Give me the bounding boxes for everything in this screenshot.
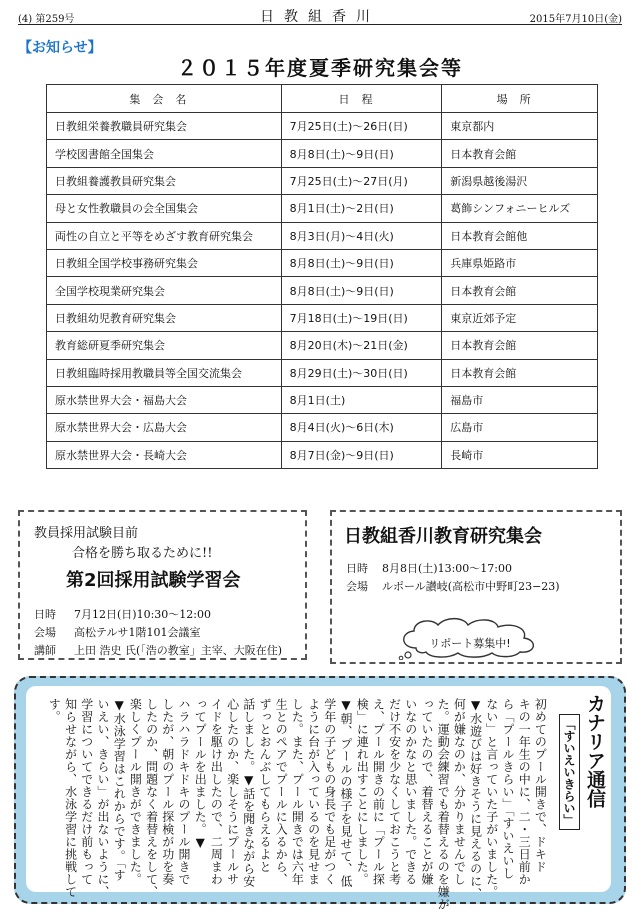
event-date: 8月1日(土) <box>281 386 442 413</box>
event-place: 日本教育会館 <box>442 332 598 359</box>
event-place: 長崎市 <box>442 441 598 468</box>
table-row <box>47 277 598 304</box>
column-text-line: キの一年生の中に、二・三日前か <box>517 698 532 886</box>
date-label: 日時 <box>346 562 368 575</box>
column-text-line: した。また、プール開きでは六年 <box>290 698 305 886</box>
event-place: 日本教育会館他 <box>442 222 598 249</box>
column-text-line: 初めてのプール開きで、ドキド <box>533 698 548 873</box>
event-date: 7月18日(土)〜19日(日) <box>281 304 442 331</box>
table-row <box>47 441 598 468</box>
event-date: 8月29日(土)〜30日(日) <box>281 359 442 386</box>
column-text-line: え、プール開きの前に「プール探 <box>371 698 386 886</box>
column-header-schedule: 日程 <box>281 85 442 113</box>
event-date: 8月4日(火)〜6日(木) <box>281 414 442 441</box>
event-name: 学校図書館全国集会 <box>47 140 282 167</box>
research-date-row <box>346 560 512 576</box>
study-place: 高松テルサ1階101会議室 <box>74 626 201 639</box>
column-text-line: 学年の子どもの身長でも足がつく <box>322 698 337 886</box>
column-text-line: ない」と言っていた子がいました。 <box>484 698 499 898</box>
research-date: 8月8日(土)13:00〜17:00 <box>382 562 512 575</box>
event-date: 8月3日(月)〜4日(火) <box>281 222 442 249</box>
column-text-line: ずっとおんぶしてもらえるよと <box>258 698 272 873</box>
column-text-line: す。 <box>47 698 62 723</box>
table-row <box>47 113 598 140</box>
event-date: 8月20日(木)〜21日(金) <box>281 332 442 359</box>
table-row <box>47 195 598 222</box>
study-date-row <box>34 606 211 622</box>
table-row <box>47 140 598 167</box>
research-place: ルポール讃岐(高松市中野町23−23) <box>382 580 560 593</box>
place-label: 会場 <box>34 626 56 639</box>
issue-date: 2015年7月10日(金) <box>529 14 622 25</box>
event-name: 日教組臨時採用教職員等全国交流集会 <box>47 359 282 386</box>
table-row <box>47 359 598 386</box>
event-name: 原水禁世界大会・長崎大会 <box>47 441 282 468</box>
research-place-row <box>346 578 560 594</box>
event-place: 日本教育会館 <box>442 140 598 167</box>
event-name: 日教組養護教員研究集会 <box>47 167 282 194</box>
column-text-line: ように台が入っているのを見せま <box>306 698 321 886</box>
event-date: 8月8日(土)〜9日(日) <box>281 249 442 276</box>
event-place: 広島市 <box>442 414 598 441</box>
column-text-line: ってプールを出ました。▼ <box>193 698 208 850</box>
issue-number: (4) 第259号 <box>18 14 75 25</box>
study-lecturer: 上田 浩史 氏(「浩の教室」主宰、大阪在住) <box>74 644 283 657</box>
study-intro-line2: 合格を勝ち取るために!! <box>72 546 213 561</box>
event-name: 日教組全国学校事務研究集会 <box>47 249 282 276</box>
column-text-line: したが、朝のプール探検が功を奏 <box>160 698 175 886</box>
column-text-line: いなのかなと思いました。できる <box>403 698 418 886</box>
event-place: 新潟県越後湯沢 <box>442 167 598 194</box>
column-text-line: 生とのペアでプールに入るから、 <box>274 698 289 886</box>
column-text-line: 学習についてできるだけ前もって <box>79 698 94 886</box>
event-place: 東京都内 <box>442 113 598 140</box>
table-row <box>47 167 598 194</box>
event-name: 原水禁世界大会・福島大会 <box>47 386 282 413</box>
column-text-line: イドを駆け出したので、二周まわ <box>209 698 224 886</box>
event-name: 両性の自立と平等をめざす教育研究集会 <box>47 222 282 249</box>
canary-column-box <box>14 676 626 911</box>
column-header-event: 集会名 <box>47 85 282 113</box>
event-place: 福島市 <box>442 386 598 413</box>
column-text-line: 話しました。▼話を聞きながら安 <box>241 698 256 888</box>
event-date: 8月1日(土)〜2日(日) <box>281 195 442 222</box>
column-subtitle: 「すいえいきらい」 <box>559 714 580 830</box>
event-date: 7月25日(土)〜27日(月) <box>281 167 442 194</box>
column-text-line: いえい、きらい」が出ないように、 <box>96 698 110 898</box>
event-date: 8月8日(土)〜9日(日) <box>281 140 442 167</box>
study-place-row <box>34 624 200 640</box>
event-date: 8月8日(土)〜9日(日) <box>281 277 442 304</box>
column-text-line: 何が嫌なのか、分かりませんでし <box>452 698 467 886</box>
column-text-line: だけ不安を少なくしておこうと考 <box>387 698 402 886</box>
column-text-line: 検」に連れ出すことにしました。 <box>355 698 370 886</box>
table-row <box>47 386 598 413</box>
event-date: 8月7日(金)〜9日(日) <box>281 441 442 468</box>
place-label: 会場 <box>346 580 368 593</box>
column-text-line: ▼水遊びは好きそうに見えるのに、 <box>468 698 483 900</box>
event-place: 日本教育会館 <box>442 359 598 386</box>
column-text-line: ▼水泳学習はこれからです。「す <box>112 698 127 882</box>
event-date: 7月25日(土)〜26日(日) <box>281 113 442 140</box>
event-name: 日教組栄養教職員研究集会 <box>47 113 282 140</box>
event-place: 東京近郊予定 <box>442 304 598 331</box>
table-row <box>47 304 598 331</box>
page-header <box>18 6 622 25</box>
event-name: 日教組幼児教育研究集会 <box>47 304 282 331</box>
column-text-line: っていたので、着替えることが嫌 <box>420 698 434 886</box>
study-intro-line1: 教員採用試験目前 <box>34 526 139 541</box>
column-inner <box>26 686 611 911</box>
report-callout: リポート募集中! <box>429 637 511 650</box>
page-title: ２０１５年度夏季研究集会等 <box>177 56 463 80</box>
event-place: 兵庫県姫路市 <box>442 249 598 276</box>
column-text-line: 知らせながら、水泳学習に挑戦して <box>63 698 78 898</box>
research-meeting-box <box>330 510 622 664</box>
event-name: 教育総研夏季研究集会 <box>47 332 282 359</box>
study-session-title: 第2回採用試験学習会 <box>66 570 241 591</box>
date-label: 日時 <box>34 608 56 621</box>
schedule-table <box>46 84 598 469</box>
notice-label: 【お知らせ】 <box>18 40 102 56</box>
event-place: 日本教育会館 <box>442 277 598 304</box>
newspaper-name: 日教組香川 <box>260 9 380 25</box>
column-text-line: ら「プールきらい」「すいえいし <box>501 698 515 880</box>
event-name: 母と女性教職員の会全国集会 <box>47 195 282 222</box>
column-title: カナリア通信 <box>584 694 606 808</box>
column-text-line: したのか、問題なく着替えをして、 <box>144 698 159 898</box>
column-text-line: た。運動会練習でも着替えるのを嫌が <box>436 698 451 911</box>
column-text-line: ハラハラドキドキのプール開きで <box>177 698 191 886</box>
table-row <box>47 332 598 359</box>
column-text-line: ▼朝、プールの様子を見せて、低 <box>339 698 353 888</box>
event-name: 原水禁世界大会・広島大会 <box>47 414 282 441</box>
study-lecturer-row <box>34 642 282 658</box>
research-meeting-title: 日教組香川教育研究集会 <box>344 526 542 547</box>
study-date: 7月12日(日)10:30〜12:00 <box>74 608 211 621</box>
column-text-line: 心したのか、楽しそうにプールサ <box>225 698 240 886</box>
table-header-row <box>47 85 598 113</box>
lecturer-label: 講師 <box>34 644 56 657</box>
column-text-line: 楽しくプール開きができました。 <box>128 698 143 886</box>
event-place: 葛飾シンフォニーヒルズ <box>442 195 598 222</box>
column-header-place: 場所 <box>442 85 598 113</box>
table-row <box>47 222 598 249</box>
table-row <box>47 414 598 441</box>
event-name: 全国学校現業研究集会 <box>47 277 282 304</box>
table-row <box>47 249 598 276</box>
study-session-box <box>18 510 307 660</box>
